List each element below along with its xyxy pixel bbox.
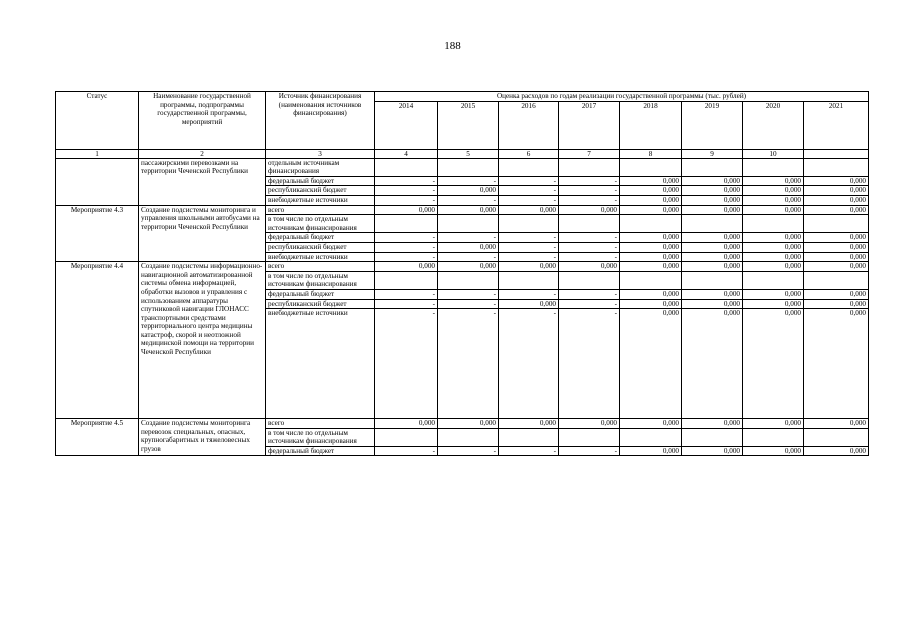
funding-source-cell: в том числе по отдельным источникам финансирования xyxy=(266,271,375,289)
value-cell: 0,000 xyxy=(804,309,869,419)
value-cell: 0,000 xyxy=(743,419,804,429)
value-cell: 0,000 xyxy=(438,186,499,196)
value-cell: - xyxy=(438,299,499,309)
value-cell: - xyxy=(559,242,620,252)
value-cell: - xyxy=(499,289,559,299)
funding-source-cell: отдельным источникам финансирования xyxy=(266,158,375,176)
value-cell: - xyxy=(375,309,438,419)
value-cell: - xyxy=(499,176,559,186)
value-cell: 0,000 xyxy=(620,299,682,309)
value-cell: - xyxy=(438,252,499,262)
table-body xyxy=(56,158,869,456)
value-cell xyxy=(804,428,869,446)
value-cell xyxy=(559,158,620,176)
value-cell: 0,000 xyxy=(620,242,682,252)
value-cell: 0,000 xyxy=(743,233,804,243)
value-cell: 0,000 xyxy=(499,299,559,309)
value-cell: - xyxy=(499,195,559,205)
value-cell: 0,000 xyxy=(682,299,743,309)
value-cell: 0,000 xyxy=(620,289,682,299)
column-number xyxy=(804,149,869,158)
value-cell: 0,000 xyxy=(743,299,804,309)
funding-source-cell: внебюджетные источники xyxy=(266,309,375,419)
value-cell: - xyxy=(375,176,438,186)
funding-source-cell: федеральный бюджет xyxy=(266,176,375,186)
column-number: 7 xyxy=(559,149,620,158)
value-cell: - xyxy=(438,446,499,456)
header-name: Наименование государственной программы, подпрограммы государственной программы, мероприятий xyxy=(139,92,266,150)
measure-name-cell: пассажирскими перевозками на территории Чеченской Республики xyxy=(139,158,266,205)
value-cell: 0,000 xyxy=(682,176,743,186)
header-year: 2021 xyxy=(804,101,869,149)
column-number: 4 xyxy=(375,149,438,158)
funding-source-cell: всего xyxy=(266,262,375,272)
value-cell xyxy=(620,215,682,233)
value-cell: 0,000 xyxy=(743,289,804,299)
value-cell: - xyxy=(559,289,620,299)
value-cell: 0,000 xyxy=(620,446,682,456)
value-cell: 0,000 xyxy=(559,262,620,272)
value-cell: 0,000 xyxy=(620,186,682,196)
value-cell xyxy=(620,158,682,176)
value-cell: - xyxy=(375,186,438,196)
value-cell: 0,000 xyxy=(804,186,869,196)
table-header xyxy=(56,92,869,159)
value-cell: 0,000 xyxy=(559,205,620,215)
status-cell: Мероприятие 4.4 xyxy=(56,262,139,419)
funding-source-cell: республиканский бюджет xyxy=(266,186,375,196)
table-row xyxy=(56,205,869,215)
value-cell: 0,000 xyxy=(804,205,869,215)
column-number: 8 xyxy=(620,149,682,158)
value-cell: 0,000 xyxy=(804,419,869,429)
value-cell: 0,000 xyxy=(682,242,743,252)
table-row xyxy=(56,158,869,176)
value-cell: 0,000 xyxy=(620,419,682,429)
header-year: 2018 xyxy=(620,101,682,149)
value-cell: - xyxy=(438,289,499,299)
header-source: Источник финансирования (наименования источников финансирования) xyxy=(266,92,375,150)
value-cell: 0,000 xyxy=(804,299,869,309)
value-cell xyxy=(499,158,559,176)
column-number: 9 xyxy=(682,149,743,158)
header-year: 2016 xyxy=(499,101,559,149)
value-cell xyxy=(559,428,620,446)
header-estimate: Оценка расходов по годам реализации государственной программы (тыс. рублей) xyxy=(375,92,869,102)
value-cell: 0,000 xyxy=(375,205,438,215)
value-cell: 0,000 xyxy=(804,252,869,262)
value-cell: 0,000 xyxy=(804,195,869,205)
value-cell xyxy=(743,158,804,176)
value-cell: 0,000 xyxy=(682,252,743,262)
header-year: 2015 xyxy=(438,101,499,149)
value-cell xyxy=(559,271,620,289)
value-cell: - xyxy=(559,195,620,205)
column-number: 5 xyxy=(438,149,499,158)
value-cell xyxy=(620,428,682,446)
value-cell: 0,000 xyxy=(804,262,869,272)
value-cell: - xyxy=(499,309,559,419)
value-cell: - xyxy=(438,233,499,243)
value-cell xyxy=(804,271,869,289)
column-number: 6 xyxy=(499,149,559,158)
value-cell xyxy=(682,215,743,233)
value-cell: 0,000 xyxy=(682,419,743,429)
value-cell: 0,000 xyxy=(620,262,682,272)
value-cell xyxy=(375,271,438,289)
value-cell: 0,000 xyxy=(804,242,869,252)
value-cell: 0,000 xyxy=(682,195,743,205)
value-cell xyxy=(375,428,438,446)
value-cell xyxy=(743,271,804,289)
budget-table xyxy=(55,91,869,456)
value-cell: - xyxy=(375,195,438,205)
value-cell xyxy=(438,215,499,233)
value-cell: - xyxy=(559,309,620,419)
value-cell: 0,000 xyxy=(743,205,804,215)
value-cell xyxy=(620,271,682,289)
value-cell: 0,000 xyxy=(743,446,804,456)
funding-source-cell: в том числе по отдельным источникам финансирования xyxy=(266,215,375,233)
value-cell: 0,000 xyxy=(620,176,682,186)
value-cell xyxy=(438,271,499,289)
value-cell: 0,000 xyxy=(682,205,743,215)
value-cell xyxy=(804,158,869,176)
value-cell: - xyxy=(559,252,620,262)
header-number-row xyxy=(56,149,869,158)
funding-source-cell: всего xyxy=(266,205,375,215)
value-cell: 0,000 xyxy=(682,309,743,419)
value-cell: - xyxy=(559,176,620,186)
value-cell: - xyxy=(438,195,499,205)
value-cell: 0,000 xyxy=(743,252,804,262)
table-row xyxy=(56,262,869,272)
value-cell: 0,000 xyxy=(375,419,438,429)
status-cell: Мероприятие 4.3 xyxy=(56,205,139,262)
value-cell: 0,000 xyxy=(499,262,559,272)
funding-source-cell: федеральный бюджет xyxy=(266,233,375,243)
value-cell xyxy=(499,271,559,289)
value-cell xyxy=(499,215,559,233)
value-cell xyxy=(559,215,620,233)
header-year: 2017 xyxy=(559,101,620,149)
value-cell: 0,000 xyxy=(682,186,743,196)
value-cell xyxy=(375,158,438,176)
header-status: Статус xyxy=(56,92,139,150)
value-cell: 0,000 xyxy=(438,205,499,215)
value-cell: - xyxy=(375,242,438,252)
funding-source-cell: внебюджетные источники xyxy=(266,195,375,205)
value-cell: 0,000 xyxy=(743,242,804,252)
header-year: 2019 xyxy=(682,101,743,149)
funding-source-cell: всего xyxy=(266,419,375,429)
table-row xyxy=(56,419,869,429)
value-cell: - xyxy=(375,289,438,299)
value-cell: 0,000 xyxy=(375,262,438,272)
value-cell: - xyxy=(499,446,559,456)
value-cell: 0,000 xyxy=(620,309,682,419)
value-cell xyxy=(743,428,804,446)
value-cell xyxy=(682,428,743,446)
value-cell: - xyxy=(559,233,620,243)
funding-source-cell: федеральный бюджет xyxy=(266,289,375,299)
value-cell: - xyxy=(499,233,559,243)
funding-source-cell: республиканский бюджет xyxy=(266,242,375,252)
value-cell: 0,000 xyxy=(804,289,869,299)
value-cell: - xyxy=(499,252,559,262)
value-cell: - xyxy=(559,186,620,196)
value-cell: 0,000 xyxy=(743,195,804,205)
value-cell: 0,000 xyxy=(620,195,682,205)
value-cell: 0,000 xyxy=(743,176,804,186)
value-cell xyxy=(499,428,559,446)
value-cell xyxy=(743,215,804,233)
value-cell: 0,000 xyxy=(438,262,499,272)
page-number: 188 xyxy=(444,40,461,52)
value-cell: 0,000 xyxy=(438,419,499,429)
value-cell xyxy=(682,158,743,176)
value-cell: - xyxy=(375,299,438,309)
value-cell: 0,000 xyxy=(682,289,743,299)
column-number: 10 xyxy=(743,149,804,158)
funding-source-cell: в том числе по отдельным источникам финансирования xyxy=(266,428,375,446)
value-cell xyxy=(682,271,743,289)
value-cell xyxy=(804,215,869,233)
value-cell: - xyxy=(559,446,620,456)
status-cell: Мероприятие 4.5 xyxy=(56,419,139,456)
value-cell: - xyxy=(559,299,620,309)
measure-name-cell: Создание подсистемы мониторинга и управления школьными автобусами на территории Чеченской Республики xyxy=(139,205,266,262)
value-cell: 0,000 xyxy=(559,419,620,429)
value-cell: 0,000 xyxy=(499,419,559,429)
value-cell: 0,000 xyxy=(682,446,743,456)
measure-name-cell: Создание подсистемы мониторинга перевозок специальных, опасных, крупногабаритных и тяжеловесных грузов xyxy=(139,419,266,456)
value-cell: 0,000 xyxy=(499,205,559,215)
measure-name-cell: Создание подсистемы информационно-навигационной автоматизированной системы обмена информацией, обработки вызовов и управления с использованием аппаратуры спутниковой навигации ГЛОНАСС транспортными средствами территориального центра медицины катастроф, скорой и неотложной медицинской помощи на территории Чеченской Республики xyxy=(139,262,266,419)
value-cell: - xyxy=(499,186,559,196)
value-cell: 0,000 xyxy=(620,205,682,215)
value-cell: 0,000 xyxy=(804,233,869,243)
value-cell: - xyxy=(375,446,438,456)
column-number: 1 xyxy=(56,149,139,158)
header-year: 2020 xyxy=(743,101,804,149)
value-cell xyxy=(438,158,499,176)
value-cell: - xyxy=(375,233,438,243)
column-number: 3 xyxy=(266,149,375,158)
header-year: 2014 xyxy=(375,101,438,149)
value-cell: 0,000 xyxy=(620,252,682,262)
value-cell xyxy=(438,428,499,446)
value-cell: 0,000 xyxy=(743,309,804,419)
value-cell: 0,000 xyxy=(438,242,499,252)
value-cell: - xyxy=(499,242,559,252)
value-cell: 0,000 xyxy=(743,186,804,196)
value-cell xyxy=(375,215,438,233)
value-cell: - xyxy=(438,176,499,186)
value-cell: 0,000 xyxy=(804,176,869,186)
funding-source-cell: федеральный бюджет xyxy=(266,446,375,456)
value-cell: 0,000 xyxy=(682,262,743,272)
funding-source-cell: внебюджетные источники xyxy=(266,252,375,262)
value-cell: 0,000 xyxy=(804,446,869,456)
value-cell: 0,000 xyxy=(620,233,682,243)
value-cell: 0,000 xyxy=(743,262,804,272)
value-cell: - xyxy=(375,252,438,262)
column-number: 2 xyxy=(139,149,266,158)
value-cell: - xyxy=(438,309,499,419)
status-cell xyxy=(56,158,139,205)
funding-source-cell: республиканский бюджет xyxy=(266,299,375,309)
value-cell: 0,000 xyxy=(682,233,743,243)
